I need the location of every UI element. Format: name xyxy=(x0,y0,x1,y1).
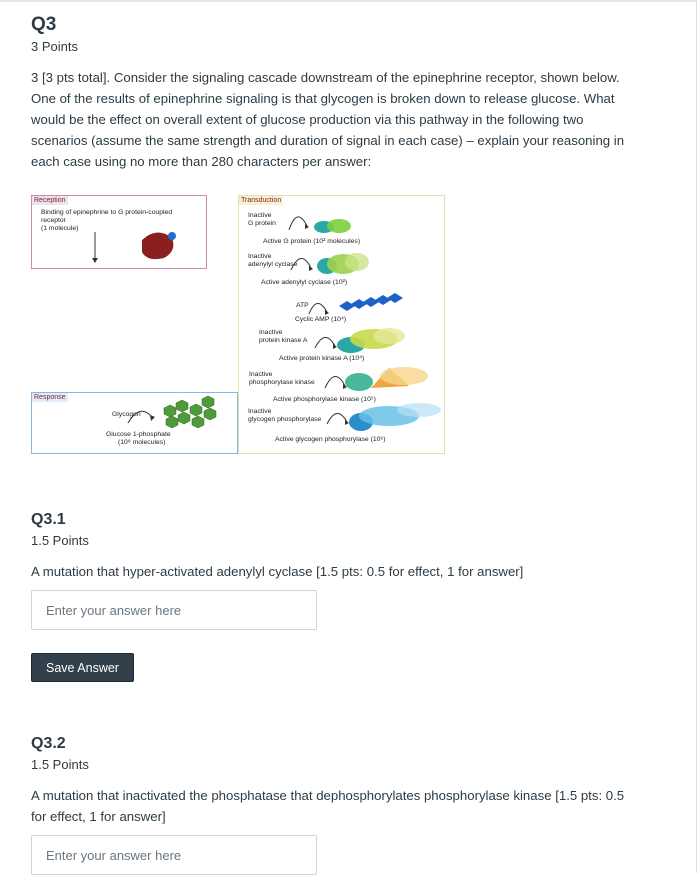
active-g-protein-label: Active G protein (10² molecules) xyxy=(263,238,361,245)
reception-text-1: Binding of epinephrine to G protein-coupled xyxy=(41,209,173,216)
inactive-phk-label-2: phosphorylase kinase xyxy=(249,379,315,386)
atp-label: ATP xyxy=(296,302,309,309)
glycogen-phosphorylase-icon xyxy=(349,403,441,431)
response-tag: Response xyxy=(34,394,66,401)
inactive-g-protein-label-2: G protein xyxy=(248,220,276,227)
question-3-2-points: 1.5 Points xyxy=(31,757,89,772)
question-prompt: 3 [3 pts total]. Consider the signaling cascade downstream of the epinephrine receptor, shown below. One of the results of epinephrine signaling is that glycogen is broken down to release glucose. What would be the effect on overall extent of glucose production via this pathway in the following two scenarios (assume the same strength and duration of signal in each case) – explain your reasoning in each case using no more than 280 characters per answer: xyxy=(31,70,625,169)
inactive-gp-label-2: glycogen phosphorylase xyxy=(248,416,322,423)
transduction-panel xyxy=(238,195,445,454)
reception-arrow xyxy=(32,196,208,270)
answer-input-3-2[interactable] xyxy=(31,835,317,875)
camp-icon xyxy=(339,293,403,311)
inactive-adenylyl-cyclase-label-2: adenylyl cyclase xyxy=(248,261,298,268)
inactive-g-protein-label-1: Inactive xyxy=(248,212,272,219)
inactive-pka-label-2: protein kinase A xyxy=(259,337,308,344)
question-title: Q3 xyxy=(31,14,57,35)
pka-icon xyxy=(337,328,405,353)
save-answer-button[interactable]: Save Answer xyxy=(31,653,134,682)
inactive-pka-label-1: Inactive xyxy=(259,329,283,336)
transduction-tag: Transduction xyxy=(241,197,282,204)
reception-text-3: (1 molecule) xyxy=(41,225,79,232)
reception-tag: Reception xyxy=(34,197,66,204)
question-3-2-prompt: A mutation that inactivated the phosphatase that dephosphorylates phosphorylase kinase [1.5 pts: 0.5 for effect, 1 for answer] xyxy=(31,788,625,824)
reception-text-2: receptor xyxy=(41,217,66,224)
inactive-gp-label-1: Inactive xyxy=(248,408,272,415)
question-points: 3 Points xyxy=(31,39,78,54)
cascade-arrows xyxy=(239,196,446,455)
inactive-phk-label-1: Inactive xyxy=(249,371,273,378)
glycogen-label: Glycogen xyxy=(112,411,141,418)
question-3-1-title: Q3.1 xyxy=(31,511,66,528)
inactive-adenylyl-cyclase-label-1: Inactive xyxy=(248,253,272,260)
response-panel xyxy=(31,392,238,454)
active-gp-label: Active glycogen phosphorylase (10⁶) xyxy=(275,436,386,443)
glucose-count: (10⁸ molecules) xyxy=(118,439,166,446)
question-3-2-title: Q3.2 xyxy=(31,735,66,752)
adenylyl-cyclase-icon xyxy=(317,253,369,274)
active-phk-label: Active phosphorylase kinase (10⁵) xyxy=(273,396,376,403)
top-divider xyxy=(0,0,697,2)
reception-panel xyxy=(31,195,207,269)
answer-input-3-1[interactable] xyxy=(31,590,317,630)
camp-label: Cyclic AMP (10⁴) xyxy=(295,316,347,323)
question-3-1-prompt: A mutation that hyper-activated adenylyl cyclase [1.5 pts: 0.5 for effect, 1 for answer] xyxy=(31,564,524,579)
signaling-cascade-figure xyxy=(31,195,445,457)
glycogen-icon xyxy=(32,393,239,455)
question-3-1-points: 1.5 Points xyxy=(31,533,89,548)
phosphorylase-kinase-icon xyxy=(345,367,428,391)
active-adenylyl-cyclase-label: Active adenylyl cyclase (10²) xyxy=(261,279,348,286)
glucose-label: Glucose 1-phosphate xyxy=(106,431,171,438)
active-pka-label: Active protein kinase A (10⁴) xyxy=(279,355,365,362)
g-protein-icon xyxy=(314,219,351,233)
